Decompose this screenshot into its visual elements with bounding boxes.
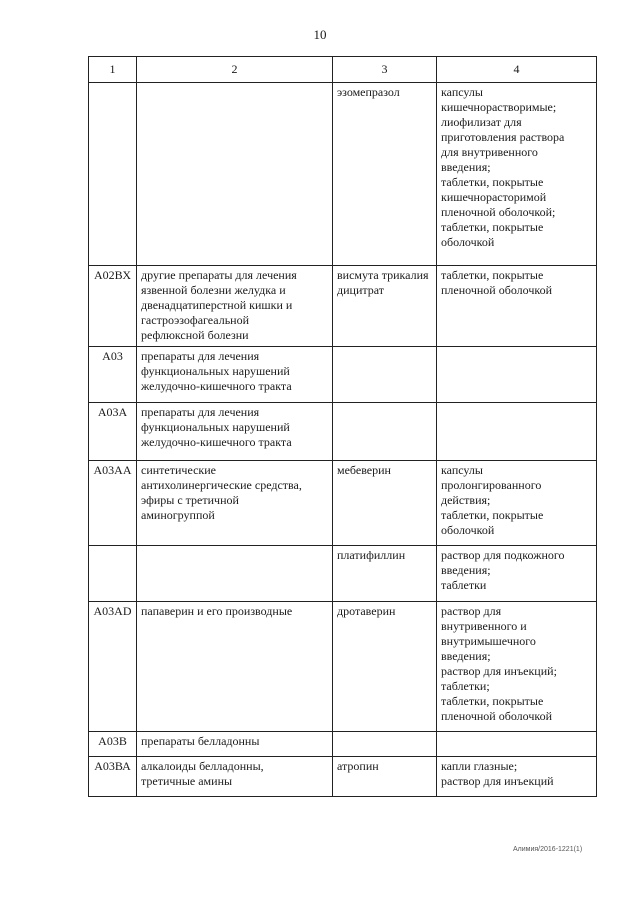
dosage-forms-cell bbox=[437, 347, 597, 403]
atc-code-cell: А03ВА bbox=[89, 757, 137, 797]
dosage-forms-cell: капсулы кишечнорастворимые; лиофилизат для приготовления раствора для внутривенного введения; таблетки, покрытые кишечнорасторимой пленочной оболочкой; таблетки, покрытые оболочкой bbox=[437, 83, 597, 266]
table-row bbox=[89, 461, 597, 546]
table-row bbox=[89, 732, 597, 757]
header-col-4: 4 bbox=[437, 57, 597, 83]
drug-name-cell: атропин bbox=[333, 757, 437, 797]
header-col-3: 3 bbox=[333, 57, 437, 83]
atc-code-cell bbox=[89, 546, 137, 602]
atc-code-cell: А02ВХ bbox=[89, 266, 137, 347]
table-row bbox=[89, 757, 597, 797]
drug-name-cell bbox=[333, 347, 437, 403]
atc-code-cell: А03В bbox=[89, 732, 137, 757]
dosage-forms-cell: капли глазные; раствор для инъекций bbox=[437, 757, 597, 797]
dosage-forms-cell: капсулы пролонгированного действия; таблетки, покрытые оболочкой bbox=[437, 461, 597, 546]
atc-code-cell: А03 bbox=[89, 347, 137, 403]
group-name-cell: папаверин и его производные bbox=[137, 602, 333, 732]
dosage-forms-cell: таблетки, покрытые пленочной оболочкой bbox=[437, 266, 597, 347]
drug-name-cell: мебеверин bbox=[333, 461, 437, 546]
table-row bbox=[89, 403, 597, 461]
atc-code-cell: А03AD bbox=[89, 602, 137, 732]
drug-name-cell: эзомепразол bbox=[333, 83, 437, 266]
header-col-1: 1 bbox=[89, 57, 137, 83]
table-row bbox=[89, 347, 597, 403]
dosage-forms-cell: раствор для внутривенного и внутримышечного введения; раствор для инъекций; таблетки; таблетки, покрытые пленочной оболочкой bbox=[437, 602, 597, 732]
group-name-cell: препараты белладонны bbox=[137, 732, 333, 757]
table-row bbox=[89, 83, 597, 266]
drug-name-cell: дротаверин bbox=[333, 602, 437, 732]
atc-code-cell bbox=[89, 83, 137, 266]
header-col-2: 2 bbox=[137, 57, 333, 83]
table-row bbox=[89, 602, 597, 732]
group-name-cell: синтетические антихолинергические средства, эфиры с третичной аминогруппой bbox=[137, 461, 333, 546]
group-name-cell: алкалоиды белладонны, третичные амины bbox=[137, 757, 333, 797]
document-footer-code: Алимия/2016-1221(1) bbox=[513, 846, 583, 853]
atc-code-cell: А03А bbox=[89, 403, 137, 461]
drug-table bbox=[88, 56, 597, 797]
drug-name-cell: платифиллин bbox=[333, 546, 437, 602]
dosage-forms-cell bbox=[437, 732, 597, 757]
page-number: 10 bbox=[313, 27, 327, 42]
dosage-forms-cell: раствор для подкожного введения; таблетки bbox=[437, 546, 597, 602]
header-row bbox=[89, 57, 597, 83]
atc-code-cell: А03АА bbox=[89, 461, 137, 546]
drug-name-cell bbox=[333, 403, 437, 461]
group-name-cell bbox=[137, 83, 333, 266]
group-name-cell: препараты для лечения функциональных нарушений желудочно-кишечного тракта bbox=[137, 403, 333, 461]
drug-name-cell: висмута трикалия дицитрат bbox=[333, 266, 437, 347]
table-row bbox=[89, 546, 597, 602]
table-row bbox=[89, 266, 597, 347]
group-name-cell: препараты для лечения функциональных нарушений желудочно-кишечного тракта bbox=[137, 347, 333, 403]
drug-name-cell bbox=[333, 732, 437, 757]
group-name-cell bbox=[137, 546, 333, 602]
group-name-cell: другие препараты для лечения язвенной болезни желудка и двенадцатиперстной кишки и гастроэзофагеальной рефлюксной болезни bbox=[137, 266, 333, 347]
dosage-forms-cell bbox=[437, 403, 597, 461]
